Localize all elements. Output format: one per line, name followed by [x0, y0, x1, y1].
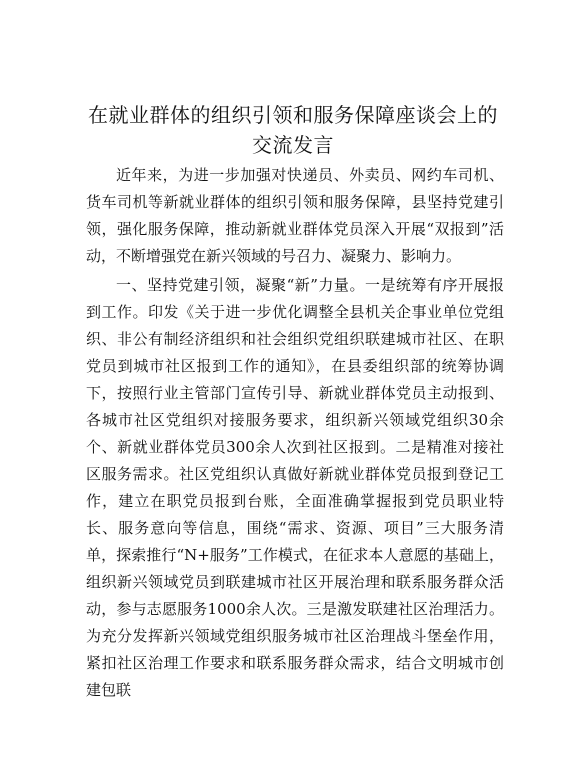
title-line-1: 在就业群体的组织引领和服务保障座谈会上的 [88, 103, 498, 127]
title-line-2: 交流发言 [252, 133, 334, 157]
document-body [86, 162, 504, 704]
paragraph-section-1: 一、坚持党建引领，凝聚“新”力量。一是统筹有序开展报到工作。印发《关于进一步优化调整全县机关企事业单位党组织、非公有制经济组织和社会组织党组织联建城市社区、在职党员到城市社区报到工作的通知》，在县委组织部的统筹协调下，按照行业主管部门宣传引导、新就业群体党员主动报到、各城市社区党组织对接服务要求，组织新兴领域党组织30余个、新就业群体党员300余人次到社区报到。二是精准对接社区服务需求。社区党组织认真做好新就业群体党员报到登记工作，建立在职党员报到台账，全面准确掌握报到党员职业特长、服务意向等信息，围绕“需求、资源、项目”三大服务清单，探索推行“N+服务”工作模式，在征求本人意愿的基础上，组织新兴领域党员到联建城市社区开展治理和联系服务群众活动，参与志愿服务1000余人次。三是激发联建社区治理活力。为充分发挥新兴领域党组织服务城市社区治理战斗堡垒作用，紧扣社区治理工作要求和联系服务群众需求，结合文明城市创建包联 [86, 276, 504, 699]
document-title [70, 100, 516, 160]
paragraph-intro: 近年来，为进一步加强对快递员、外卖员、网约车司机、货车司机等新就业群体的组织引领和服务保障，县坚持党建引领，强化服务保障，推动新就业群体党员深入开展“双报到”活动，不断增强党在新兴领域的号召力、凝聚力、影响力。 [86, 166, 504, 265]
